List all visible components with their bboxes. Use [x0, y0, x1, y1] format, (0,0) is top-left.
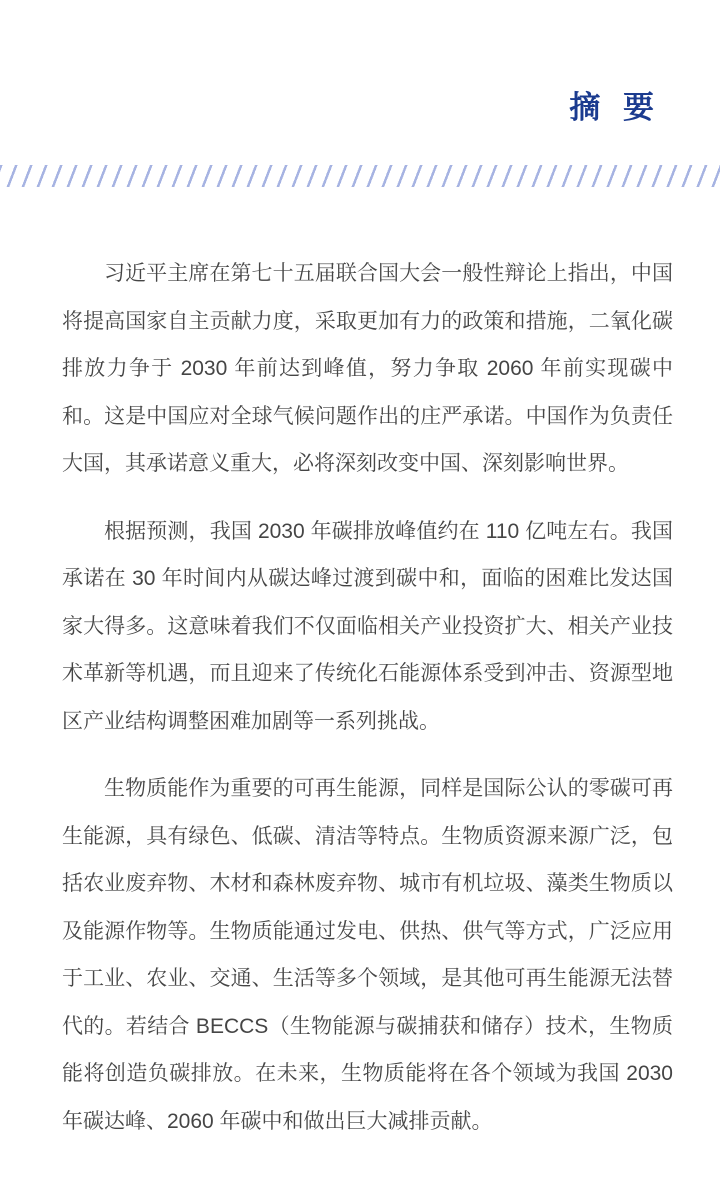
- paragraph-1: 习近平主席在第七十五届联合国大会一般性辩论上指出，中国将提高国家自主贡献力度，采取更加有力的政策和措施，二氧化碳排放力争于 2030 年前达到峰值，努力争取 2060 年前实现碳中和。这是中国应对全球气候问题作出的庄严承诺。中国作为负责任大国，其承诺意义重大，必将深刻改变中国、深刻影响世界。: [62, 262, 673, 475]
- abstract-body: [62, 250, 673, 1145]
- page-title: 摘 要: [569, 90, 655, 125]
- paragraph-2: 根据预测，我国 2030 年碳排放峰值约在 110 亿吨左右。我国承诺在 30 年时间内从碳达峰过渡到碳中和，面临的困难比发达国家大得多。这意味着我们不仅面临相关产业投资扩大、相关产业技术革新等机遇，而且迎来了传统化石能源体系受到冲击、资源型地区产业结构调整困难加剧等一系列挑战。: [62, 519, 673, 733]
- diagonal-stripes-divider: [0, 165, 720, 187]
- paragraph-3: 生物质能作为重要的可再生能源，同样是国际公认的零碳可再生能源，具有绿色、低碳、清洁等特点。生物质资源来源广泛，包括农业废弃物、木材和森林废弃物、城市有机垃圾、藻类生物质以及能源作物等。生物质能通过发电、供热、供气等方式，广泛应用于工业、农业、交通、生活等多个领域，是其他可再生能源无法替代的。若结合 BECCS（生物能源与碳捕获和储存）技术，生物质能将创造负碳排放。在未来，生物质能将在各个领域为我国 2030 年碳达峰、2060 年碳中和做出巨大减排贡献。: [62, 777, 673, 1133]
